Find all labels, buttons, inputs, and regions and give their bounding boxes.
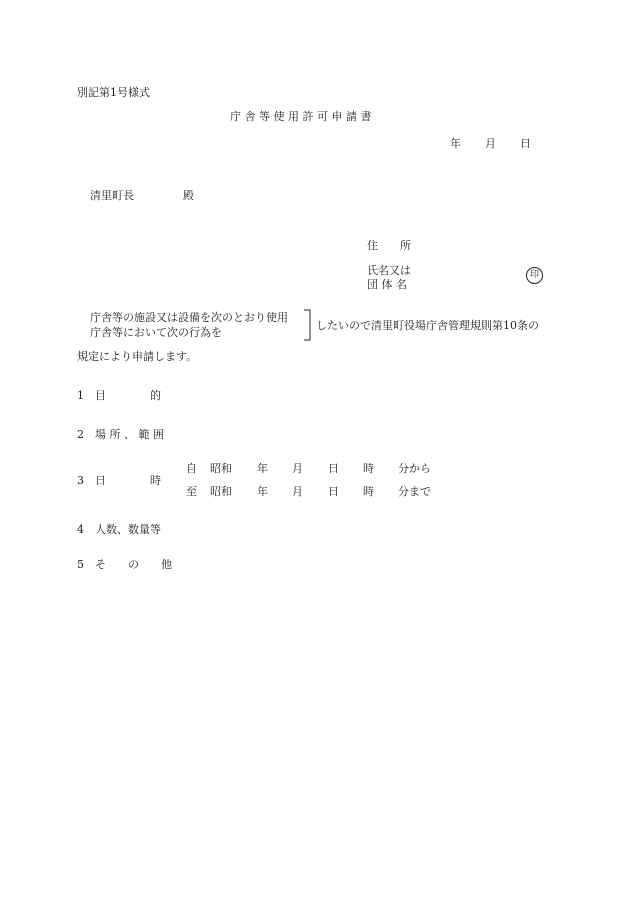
datetime-from-hour: 時 <box>363 462 374 475</box>
datetime-to-year: 年 <box>257 485 268 498</box>
datetime-to-hour: 時 <box>363 485 374 498</box>
item-2-number: 2 <box>77 428 84 441</box>
datetime-to-prefix: 至 <box>186 485 197 498</box>
datetime-from-prefix: 自 <box>186 462 197 475</box>
bracket-mark <box>302 308 316 342</box>
date-month: 月 <box>485 137 496 150</box>
item-3-number: 3 <box>77 474 84 487</box>
name-label-line2: 団 体 名 <box>367 278 407 291</box>
datetime-from-month: 月 <box>292 462 303 475</box>
body-option-2: 庁舎等において次の行為を <box>90 326 222 339</box>
item-1-label: 目 的 <box>95 389 161 402</box>
item-2-label: 場 所 、 範 囲 <box>95 428 164 441</box>
date-year: 年 <box>450 137 461 150</box>
item-1-number: 1 <box>77 389 84 402</box>
form-label: 別記第1号様式 <box>77 86 150 99</box>
datetime-from-year: 年 <box>257 462 268 475</box>
page-title: 庁 舎 等 使 用 許 可 申 請 書 <box>230 110 372 123</box>
item-4-number: 4 <box>77 523 84 536</box>
item-5-label: そ の 他 <box>95 558 172 571</box>
datetime-from-minute: 分から <box>398 462 431 475</box>
datetime-from-era: 昭和 <box>210 462 232 475</box>
datetime-to-day: 日 <box>328 485 339 498</box>
body-line-2: 規定により申請します。 <box>77 350 198 363</box>
datetime-from-day: 日 <box>328 462 339 475</box>
datetime-to-month: 月 <box>292 485 303 498</box>
datetime-to-era: 昭和 <box>210 485 232 498</box>
addressee-name: 清里町長 <box>90 189 134 202</box>
name-label-line1: 氏名又は <box>367 264 411 277</box>
datetime-to-minute: 分まで <box>398 485 431 498</box>
body-option-1: 庁舎等の施設又は設備を次のとおり使用 <box>90 311 288 324</box>
address-label: 住 所 <box>367 239 411 252</box>
addressee-honorific: 殿 <box>183 189 194 202</box>
item-5-number: 5 <box>77 558 84 571</box>
item-4-label: 人数、数量等 <box>95 523 161 536</box>
body-continuation: したいので清里町役場庁舎管理規則第10条の <box>316 319 539 332</box>
seal-mark: 印 <box>526 267 543 284</box>
date-day: 日 <box>520 137 531 150</box>
item-3-label: 日 時 <box>95 474 161 487</box>
